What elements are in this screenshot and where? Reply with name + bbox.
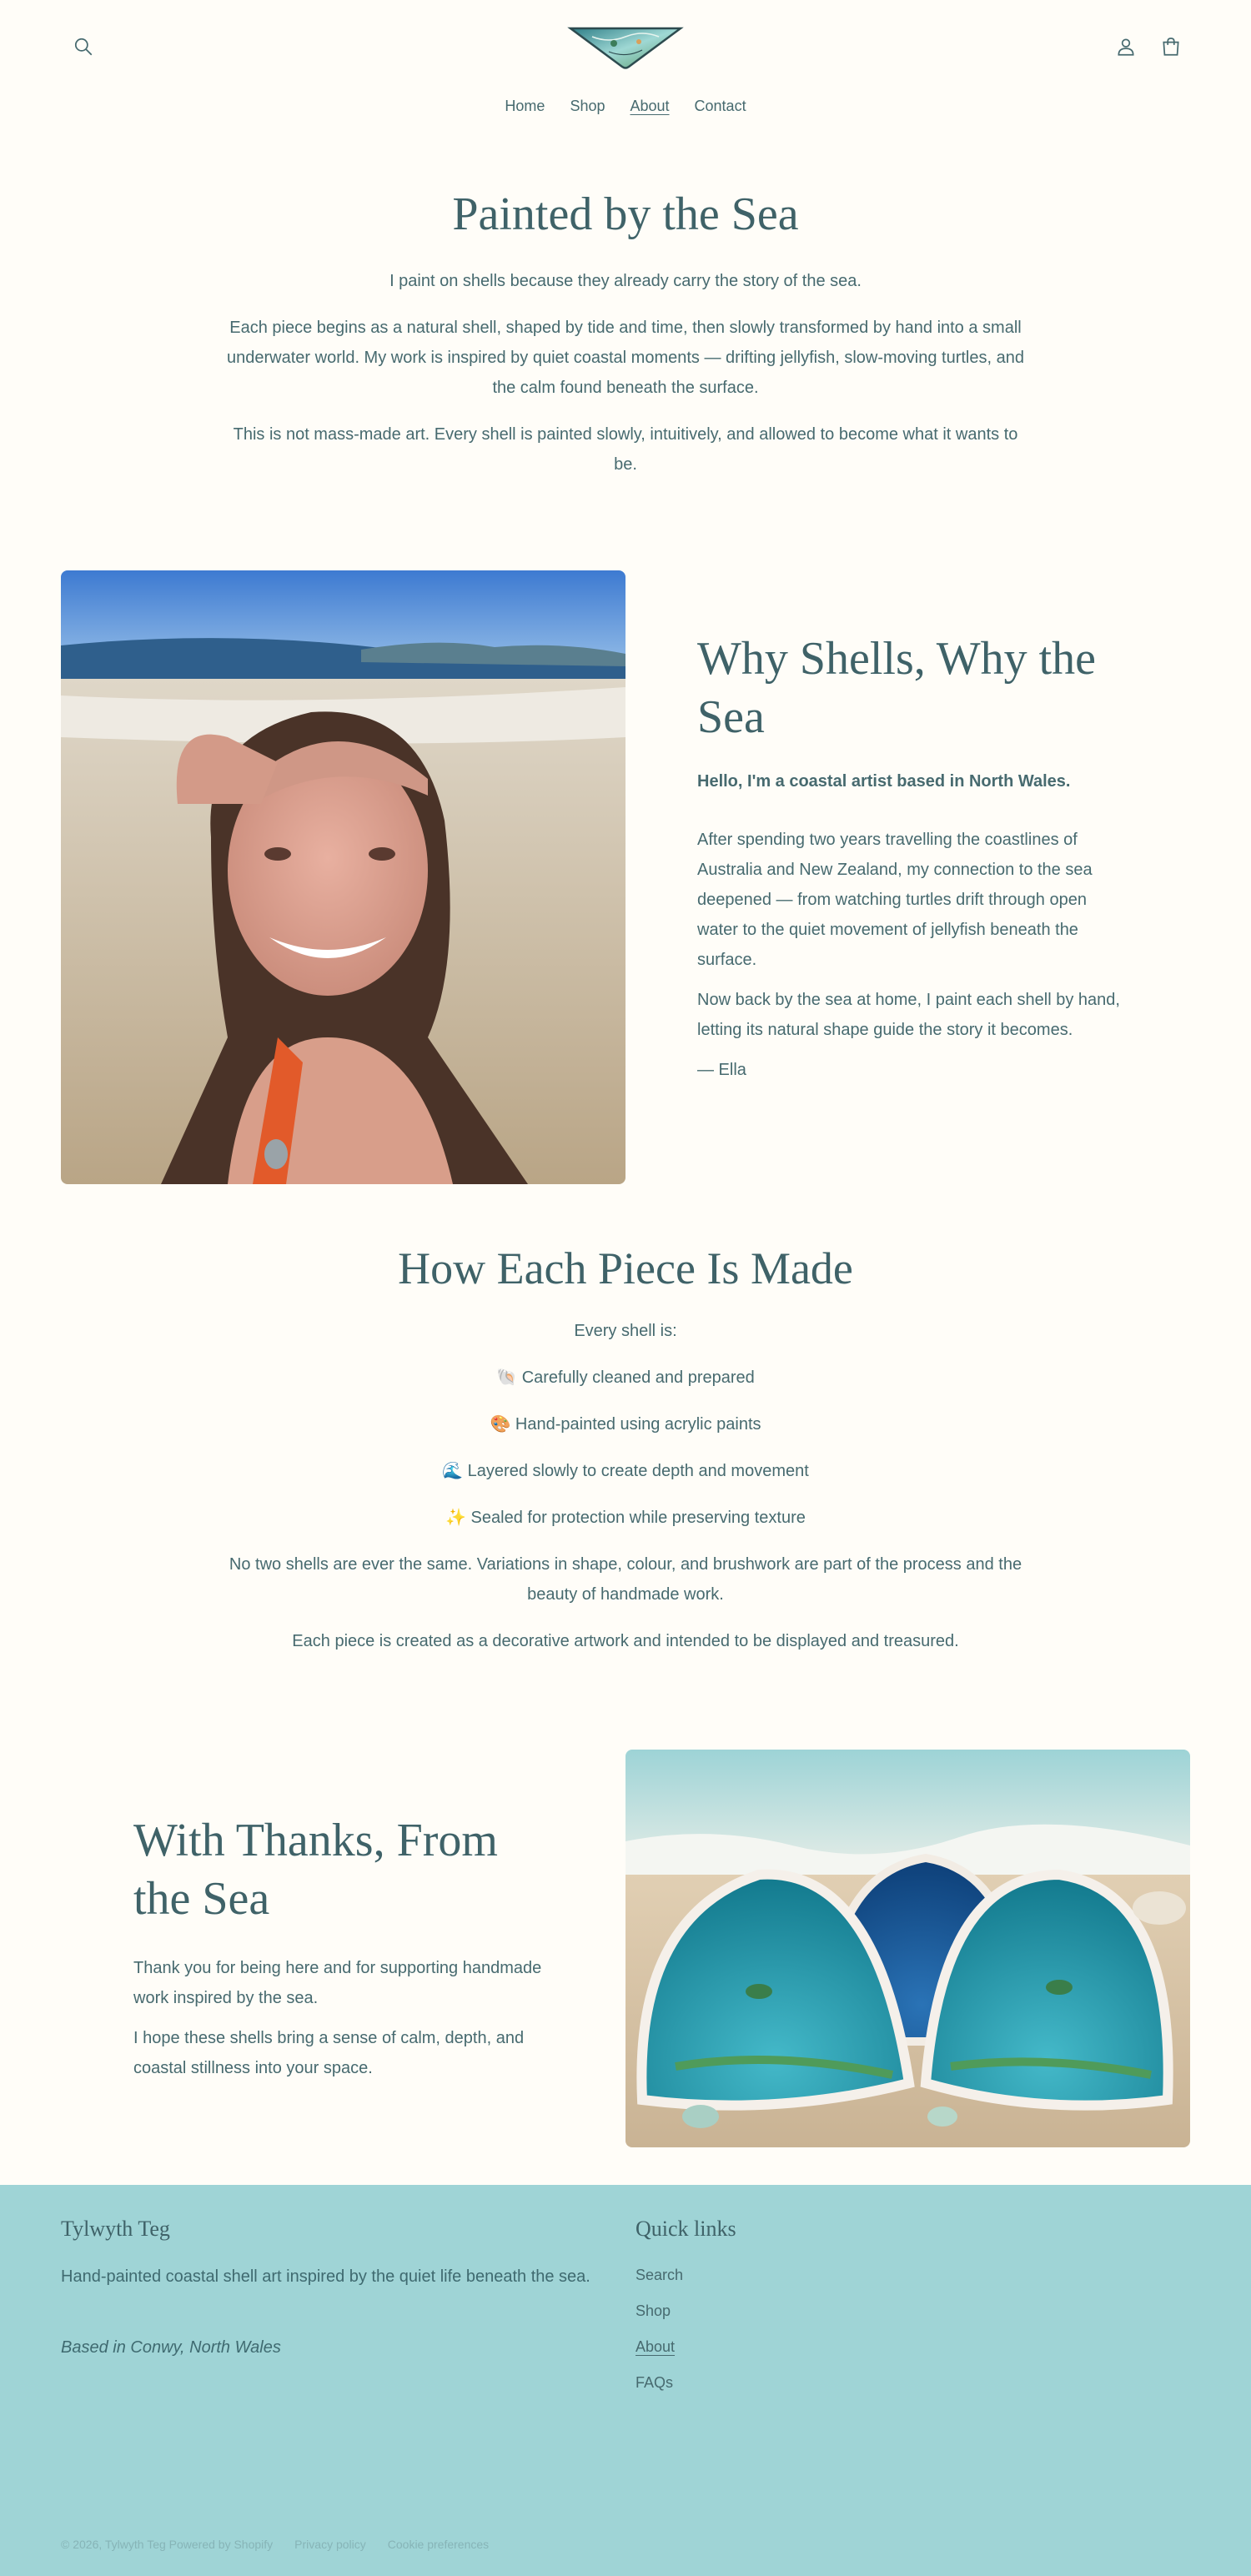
- thanks-title: With Thanks, From the Sea: [133, 1815, 498, 1925]
- cart-icon: [1160, 36, 1182, 58]
- quick-links: [636, 2267, 683, 2410]
- how-section: [225, 1243, 1026, 1673]
- intro-paragraph: This is not mass-made art. Every shell is painted slowly, intuitively, and allowed to become what it wants to be.: [233, 425, 1018, 474]
- privacy-policy-link[interactable]: Privacy policy: [294, 2538, 366, 2551]
- cookie-preferences-link[interactable]: Cookie preferences: [387, 2538, 490, 2551]
- shells-photo: [626, 1750, 1190, 2147]
- account-icon: [1115, 36, 1137, 58]
- footer-link-faqs[interactable]: FAQs: [636, 2374, 674, 2391]
- site-footer: [0, 2185, 1251, 2576]
- how-title: How Each Piece Is Made: [398, 1243, 853, 1293]
- intro-section: [225, 188, 1026, 496]
- thanks-paragraph: I hope these shells bring a sense of calm, depth, and coastal stillness into your space.: [133, 2029, 525, 2077]
- intro-title: Painted by the Sea: [452, 188, 799, 240]
- footer-location: Based in Conwy, North Wales: [61, 2338, 281, 2357]
- footer-link-about[interactable]: About: [636, 2338, 676, 2355]
- artist-photo: [61, 570, 626, 1184]
- why-signature: — Ella: [697, 1061, 746, 1079]
- footer-link-shop[interactable]: Shop: [636, 2302, 671, 2319]
- account-button[interactable]: [1111, 32, 1141, 62]
- how-intro: Every shell is:: [574, 1322, 677, 1340]
- main-nav: [0, 98, 1251, 115]
- footer-brand: Tylwyth Teg: [61, 2217, 170, 2241]
- site-header: [0, 0, 1251, 150]
- search-icon: [73, 36, 94, 58]
- footer-legal: [61, 2538, 489, 2551]
- copyright: © 2026, Tylwyth Teg Powered by Shopify: [61, 2538, 274, 2551]
- nav-shop[interactable]: Shop: [570, 98, 605, 114]
- footer-link-search[interactable]: Search: [636, 2267, 684, 2283]
- how-step: ✨ Sealed for protection while preserving texture: [445, 1509, 806, 1527]
- how-paragraph: Each piece is created as a decorative artwork and intended to be displayed and treasured.: [292, 1632, 959, 1650]
- why-paragraph: After spending two years travelling the coastlines of Australia and New Zealand, my connection to the sea deepened — from watching turtles drift through open water to the quiet movement of jellyfish beneath the surface.: [697, 831, 1093, 969]
- thanks-paragraph: Thank you for being here and for supporting handmade work inspired by the sea.: [133, 1959, 542, 2007]
- why-title: Why Shells, Why the Sea: [697, 633, 1097, 743]
- footer-tagline: Hand-painted coastal shell art inspired by the quiet life beneath the sea.: [61, 2267, 590, 2286]
- how-step: 🎨 Hand-painted using acrylic paints: [490, 1415, 761, 1434]
- cart-button[interactable]: [1156, 32, 1186, 62]
- why-paragraph: Now back by the sea at home, I paint each shell by hand, letting its natural shape guide the story it becomes.: [697, 991, 1120, 1039]
- why-section: [697, 630, 1123, 1095]
- why-hello: Hello, I'm a coastal artist based in North Wales.: [697, 772, 1071, 791]
- nav-contact[interactable]: Contact: [694, 98, 746, 114]
- search-button[interactable]: [68, 32, 98, 62]
- how-paragraph: No two shells are ever the same. Variations in shape, colour, and brushwork are part of the process and the beauty of handmade work.: [229, 1555, 1022, 1604]
- thanks-section: [133, 1811, 550, 2093]
- logo-image: [567, 25, 684, 70]
- intro-paragraph: Each piece begins as a natural shell, shaped by tide and time, then slowly transformed by hand into a small underwater world. My work is inspired by quiet coastal moments — drifting jellyfish, slow-moving turtles, and the calm found beneath the surface.: [227, 319, 1024, 397]
- quick-links-title: Quick links: [636, 2217, 736, 2241]
- how-step: 🌊 Layered slowly to create depth and movement: [442, 1462, 809, 1480]
- how-step: 🐚 Carefully cleaned and prepared: [496, 1368, 755, 1387]
- intro-lead: I paint on shells because they already carry the story of the sea.: [389, 272, 862, 290]
- nav-home[interactable]: Home: [505, 98, 545, 114]
- nav-about[interactable]: About: [630, 98, 670, 114]
